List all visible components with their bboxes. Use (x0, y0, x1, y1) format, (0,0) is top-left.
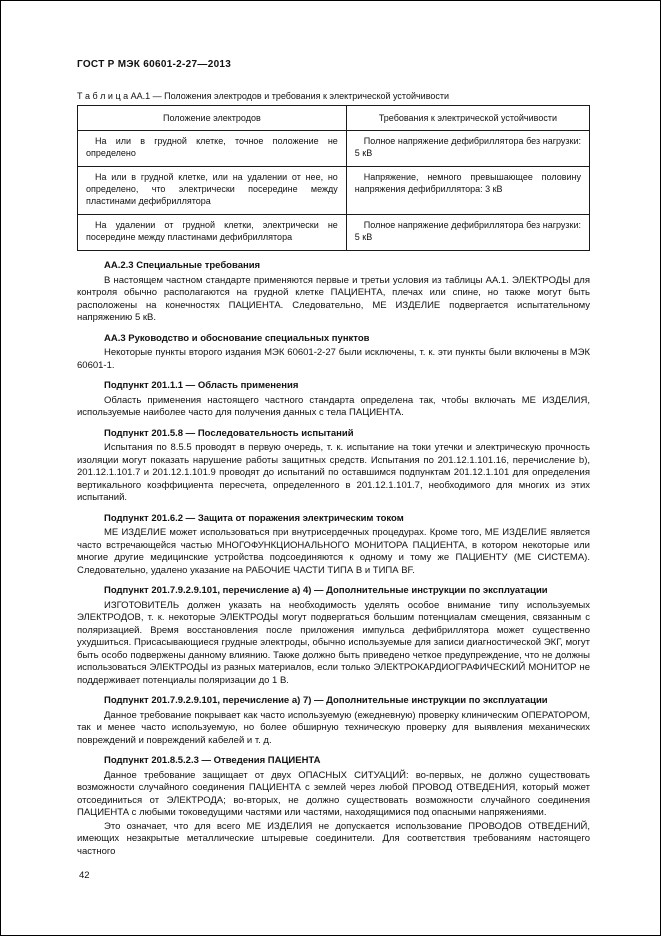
cell-position: На или в грудной клетке, или на удалении от нее, но определено, что электрически посередине между пластинами дефибриллятора (78, 167, 347, 215)
paragraph: Это означает, что для всего МЕ ИЗДЕЛИЯ не допускается использование ПРОВОДОВ ОТВЕДЕНИЙ, имеющих незакрытые металлические штыревые соединители. Для соответствия требованиям настоящего частного (77, 820, 590, 857)
paragraph: Данное требование покрывает как часто используемую (ежедневную) проверку клиническим ОПЕРАТОРОМ, так и менее часто используемую, но более обширную техническую проверку для выявления механических повреждений и повреждений кабелей и т. д. (77, 709, 590, 746)
cell-requirement: Напряжение, немного превышающее половину напряжения дефибриллятора: 3 кВ (346, 167, 589, 215)
section-201-6-2 (77, 513, 590, 578)
paragraph: Область применения настоящего частного стандарта определена так, чтобы включать МЕ ИЗДЕЛИЯ, используемые наиболее часто для получения данных с тела ПАЦИЕНТА. (77, 394, 590, 418)
table-row (78, 215, 590, 251)
paragraph: ИЗГОТОВИТЕЛЬ должен указать на необходимость уделять особое внимание типу используемых ЭЛЕКТРОДОВ, т. к. некоторые ЭЛЕКТРОДЫ могут подвергаться большим потенциалам смещения, связанным с поляризацией. Время восстановления после приложения импульса дефибриллятора может существенно ухудшиться. Присасывающиеся грудные электроды, обычно используемые для записи диагностической ЭКГ, могут быть особо подвержены данному влиянию. Также должно быть приведено четкое предупреждение, что не должны использоваться ЭЛЕКТРОДЫ из разных материалов, если только ЭЛЕКТРОКАРДИОГРАФИЧЕСКИЙ МОНИТОР не поддерживает потенциалы поляризации до 1 В. (77, 599, 590, 686)
section-201-7-9-2-9-101-a4 (77, 585, 590, 687)
paragraph: МЕ ИЗДЕЛИЕ может использоваться при внутрисердечных процедурах. Кроме того, МЕ ИЗДЕЛИЕ является часто встречающейся частью МНОГОФУНКЦИОНАЛЬНОГО МОНИТОРА ПАЦИЕНТА, в котором некоторые или многие другие медицинские устройства подсоединяются к одному и тому же ПАЦИЕНТУ (МЕ СИСТЕМА). Следовательно, удалено указание на РАБОЧИЕ ЧАСТИ ТИПА В и ТИПА BF. (77, 527, 590, 576)
section-heading: АА.2.3 Специальные требования (104, 260, 261, 271)
section-aa-2-3 (77, 260, 590, 325)
cell-position: На или в грудной клетке, точное положение не определено (78, 131, 347, 167)
table-caption: Т а б л и ц а АА.1 — Положения электродов и требования к электрической устойчивости (77, 91, 450, 101)
section-201-7-9-2-9-101-a7 (77, 695, 590, 747)
section-heading: Подпункт 201.7.9.2.9.101, перечисление а) 7) — Дополнительные инструкции по эксплуатации (104, 695, 548, 706)
section-aa-3 (77, 333, 590, 373)
paragraph: В настоящем частном стандарте применяются первые и третьи условия из таблицы АА.1. ЭЛЕКТРОДЫ для контроля обычно располагаются на грудной клетке ПАЦИЕНТА, плечах или спине, но также могут быть расположены на конечностях ПАЦИЕНТА. Следовательно, МЕ ИЗДЕЛИЕ подвергается испытательному напряжению 5 кВ. (77, 274, 590, 323)
table-row (78, 167, 590, 215)
page-number: 42 (79, 870, 90, 881)
section-heading: Подпункт 201.5.8 — Последовательность испытаний (104, 427, 354, 439)
paragraph: Данное требование защищает от двух ОПАСНЫХ СИТУАЦИЙ: во-первых, не должно существовать возможности случайного соединения ПАЦИЕНТА с землей через любой ПРОВОД ОТВЕДЕНИЯ, который может отсоединиться от ЭЛЕКТРОДА; во-вторых, не должно существовать возможности случайного соединения ПАЦИЕНТА с любыми токоведущими частями или частями, находящимися под опасными напряжениями. (77, 769, 590, 818)
section-201-8-5-2-3 (77, 755, 590, 858)
cell-requirement: Полное напряжение дефибриллятора без нагрузки: 5 кВ (346, 131, 589, 167)
cell-requirement: Полное напряжение дефибриллятора без нагрузки: 5 кВ (346, 215, 589, 251)
section-heading: АА.3 Руководство и обоснование специальных пунктов (104, 332, 370, 344)
column-header-electrode-position: Положение электродов (78, 106, 347, 131)
cell-position: На удалении от грудной клетки, электрически не посередине между пластинами дефибриллятора (78, 215, 347, 251)
section-201-1-1 (77, 380, 590, 420)
section-heading: Подпункт 201.1.1 — Область применения (104, 380, 299, 391)
paragraph: Испытания по 8.5.5 проводят в первую очередь, т. к. испытание на токи утечки и электрическую прочность изоляции могут показать нарушение работы защитных средств. Испытания по 201.12.1.101.16, перечисление b), 201.12.1.101.7 и 201.12.1.101.9 проводят до испытаний по оставшимся подпунктам 201.12.1.101 для определения вертикального коэффициента пересчета, определенного в 201.12.1.101.7, необходимого для многих из этих испытаний. (77, 442, 590, 503)
section-heading: Подпункт 201.6.2 — Защита от поражения электрическим током (104, 512, 404, 524)
section-201-5-8 (77, 428, 590, 505)
table-row (78, 131, 590, 167)
document-body (77, 260, 590, 858)
column-header-electrical-requirement: Требования к электрической устойчивости (346, 106, 589, 131)
electrode-requirements-table (77, 105, 590, 251)
section-heading: Подпункт 201.7.9.2.9.101, перечисление а) 4) — Дополнительные инструкции по эксплуатации (104, 585, 548, 596)
doc-standard-number: ГОСТ Р МЭК 60601-2-27—2013 (77, 59, 232, 70)
table-header-row (78, 106, 590, 131)
paragraph: Некоторые пункты второго издания МЭК 60601-2-27 были исключены, т. к. эти пункты были включены в МЭК 60601-1. (77, 347, 590, 371)
section-heading: Подпункт 201.8.5.2.3 — Отведения ПАЦИЕНТА (104, 755, 321, 766)
